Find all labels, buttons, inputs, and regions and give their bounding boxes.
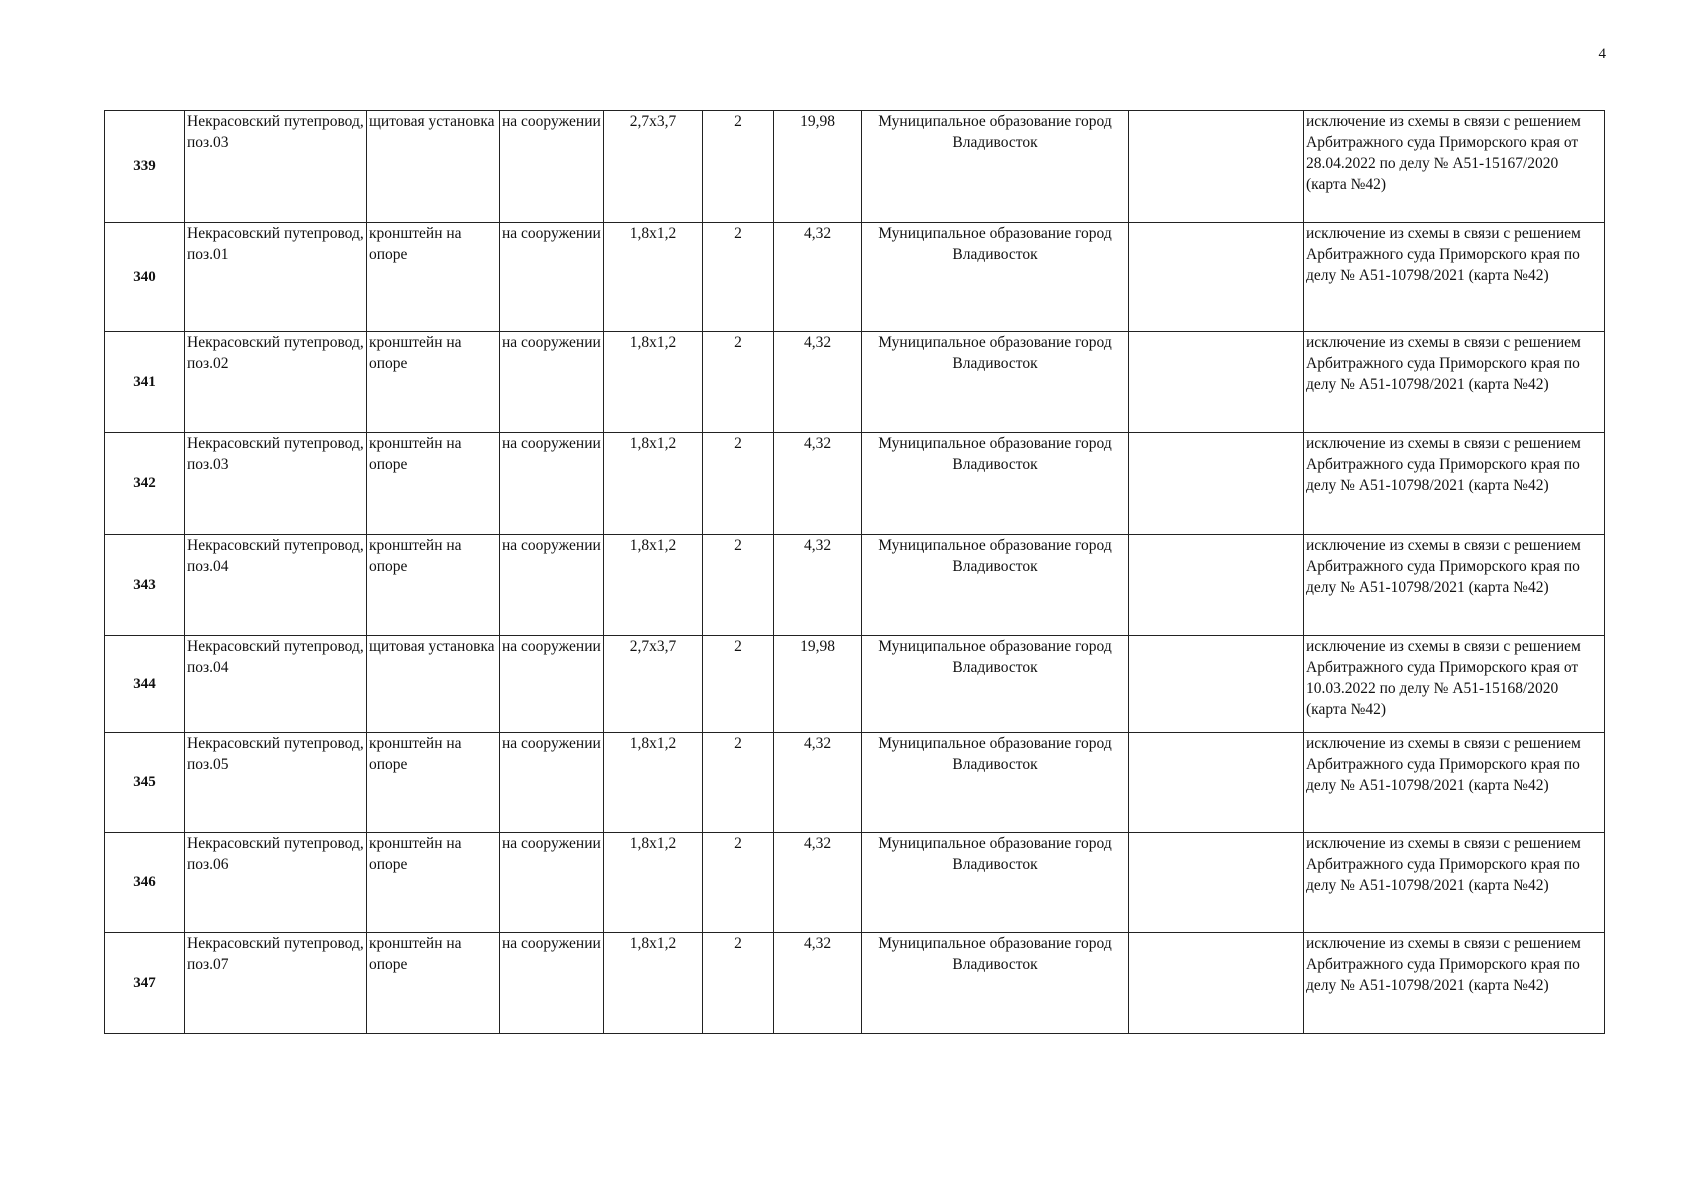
structure-type-cell: кронштейн на опоре	[367, 535, 500, 636]
extra-cell	[1129, 733, 1304, 833]
note-cell: исключение из схемы в связи с решением Арбитражного суда Приморского края от 10.03.2022 по делу № А51-15168/2020 (карта №42)	[1304, 636, 1605, 733]
size-cell: 1,8х1,2	[604, 833, 703, 933]
sides-cell: 2	[703, 933, 774, 1034]
area-cell: 4,32	[774, 433, 862, 535]
area-cell: 4,32	[774, 223, 862, 332]
area-cell: 4,32	[774, 332, 862, 433]
extra-cell	[1129, 433, 1304, 535]
structure-type-cell: кронштейн на опоре	[367, 733, 500, 833]
note-cell: исключение из схемы в связи с решением Арбитражного суда Приморского края по делу № А51-10798/2021 (карта №42)	[1304, 733, 1605, 833]
extra-cell	[1129, 223, 1304, 332]
advertising-structures-table	[104, 110, 1605, 1034]
placement-cell: на сооружении	[500, 111, 604, 223]
area-cell: 19,98	[774, 636, 862, 733]
area-cell: 4,32	[774, 733, 862, 833]
table-row	[105, 733, 1605, 833]
size-cell: 2,7х3,7	[604, 636, 703, 733]
location-cell: Некрасовский путепровод, поз.05	[185, 733, 367, 833]
location-cell: Некрасовский путепровод, поз.06	[185, 833, 367, 933]
owner-cell: Муниципальное образование город Владивосток	[862, 636, 1129, 733]
note-cell: исключение из схемы в связи с решением Арбитражного суда Приморского края по делу № А51-10798/2021 (карта №42)	[1304, 933, 1605, 1034]
area-cell: 4,32	[774, 535, 862, 636]
owner-cell: Муниципальное образование город Владивосток	[862, 111, 1129, 223]
owner-cell: Муниципальное образование город Владивосток	[862, 223, 1129, 332]
extra-cell	[1129, 535, 1304, 636]
location-cell: Некрасовский путепровод, поз.03	[185, 111, 367, 223]
size-cell: 1,8х1,2	[604, 535, 703, 636]
sides-cell: 2	[703, 636, 774, 733]
structure-type-cell: кронштейн на опоре	[367, 833, 500, 933]
structure-type-cell: щитовая установка	[367, 111, 500, 223]
note-cell: исключение из схемы в связи с решением Арбитражного суда Приморского края по делу № А51-10798/2021 (карта №42)	[1304, 223, 1605, 332]
location-cell: Некрасовский путепровод, поз.07	[185, 933, 367, 1034]
row-number: 342	[105, 433, 185, 535]
owner-cell: Муниципальное образование город Владивосток	[862, 933, 1129, 1034]
area-cell: 4,32	[774, 833, 862, 933]
size-cell: 1,8х1,2	[604, 223, 703, 332]
note-cell: исключение из схемы в связи с решением Арбитражного суда Приморского края по делу № А51-10798/2021 (карта №42)	[1304, 535, 1605, 636]
table-row	[105, 332, 1605, 433]
note-cell: исключение из схемы в связи с решением Арбитражного суда Приморского края по делу № А51-10798/2021 (карта №42)	[1304, 332, 1605, 433]
owner-cell: Муниципальное образование город Владивосток	[862, 733, 1129, 833]
row-number: 341	[105, 332, 185, 433]
structure-type-cell: кронштейн на опоре	[367, 332, 500, 433]
structure-type-cell: щитовая установка	[367, 636, 500, 733]
location-cell: Некрасовский путепровод, поз.04	[185, 535, 367, 636]
placement-cell: на сооружении	[500, 332, 604, 433]
row-number: 345	[105, 733, 185, 833]
placement-cell: на сооружении	[500, 223, 604, 332]
extra-cell	[1129, 933, 1304, 1034]
placement-cell: на сооружении	[500, 636, 604, 733]
sides-cell: 2	[703, 833, 774, 933]
structure-type-cell: кронштейн на опоре	[367, 223, 500, 332]
sides-cell: 2	[703, 111, 774, 223]
sides-cell: 2	[703, 433, 774, 535]
placement-cell: на сооружении	[500, 733, 604, 833]
placement-cell: на сооружении	[500, 535, 604, 636]
table-row	[105, 636, 1605, 733]
placement-cell: на сооружении	[500, 433, 604, 535]
area-cell: 4,32	[774, 933, 862, 1034]
sides-cell: 2	[703, 332, 774, 433]
owner-cell: Муниципальное образование город Владивосток	[862, 332, 1129, 433]
owner-cell: Муниципальное образование город Владивосток	[862, 433, 1129, 535]
area-cell: 19,98	[774, 111, 862, 223]
note-cell: исключение из схемы в связи с решением Арбитражного суда Приморского края по делу № А51-10798/2021 (карта №42)	[1304, 433, 1605, 535]
extra-cell	[1129, 833, 1304, 933]
size-cell: 2,7х3,7	[604, 111, 703, 223]
row-number: 343	[105, 535, 185, 636]
table-row	[105, 833, 1605, 933]
extra-cell	[1129, 111, 1304, 223]
structure-type-cell: кронштейн на опоре	[367, 933, 500, 1034]
location-cell: Некрасовский путепровод, поз.03	[185, 433, 367, 535]
row-number: 344	[105, 636, 185, 733]
row-number: 346	[105, 833, 185, 933]
sides-cell: 2	[703, 535, 774, 636]
page-number: 4	[1598, 46, 1606, 62]
placement-cell: на сооружении	[500, 833, 604, 933]
row-number: 339	[105, 111, 185, 223]
table-row	[105, 223, 1605, 332]
owner-cell: Муниципальное образование город Владивосток	[862, 833, 1129, 933]
sides-cell: 2	[703, 223, 774, 332]
table-row	[105, 535, 1605, 636]
location-cell: Некрасовский путепровод, поз.04	[185, 636, 367, 733]
structure-type-cell: кронштейн на опоре	[367, 433, 500, 535]
row-number: 340	[105, 223, 185, 332]
table-row	[105, 111, 1605, 223]
size-cell: 1,8х1,2	[604, 433, 703, 535]
table-row	[105, 433, 1605, 535]
size-cell: 1,8х1,2	[604, 733, 703, 833]
size-cell: 1,8х1,2	[604, 933, 703, 1034]
size-cell: 1,8х1,2	[604, 332, 703, 433]
location-cell: Некрасовский путепровод, поз.01	[185, 223, 367, 332]
table-row	[105, 933, 1605, 1034]
note-cell: исключение из схемы в связи с решением Арбитражного суда Приморского края от 28.04.2022 по делу № А51-15167/2020 (карта №42)	[1304, 111, 1605, 223]
table-body	[105, 111, 1605, 1034]
row-number: 347	[105, 933, 185, 1034]
extra-cell	[1129, 332, 1304, 433]
owner-cell: Муниципальное образование город Владивосток	[862, 535, 1129, 636]
location-cell: Некрасовский путепровод, поз.02	[185, 332, 367, 433]
sides-cell: 2	[703, 733, 774, 833]
note-cell: исключение из схемы в связи с решением Арбитражного суда Приморского края по делу № А51-10798/2021 (карта №42)	[1304, 833, 1605, 933]
placement-cell: на сооружении	[500, 933, 604, 1034]
extra-cell	[1129, 636, 1304, 733]
